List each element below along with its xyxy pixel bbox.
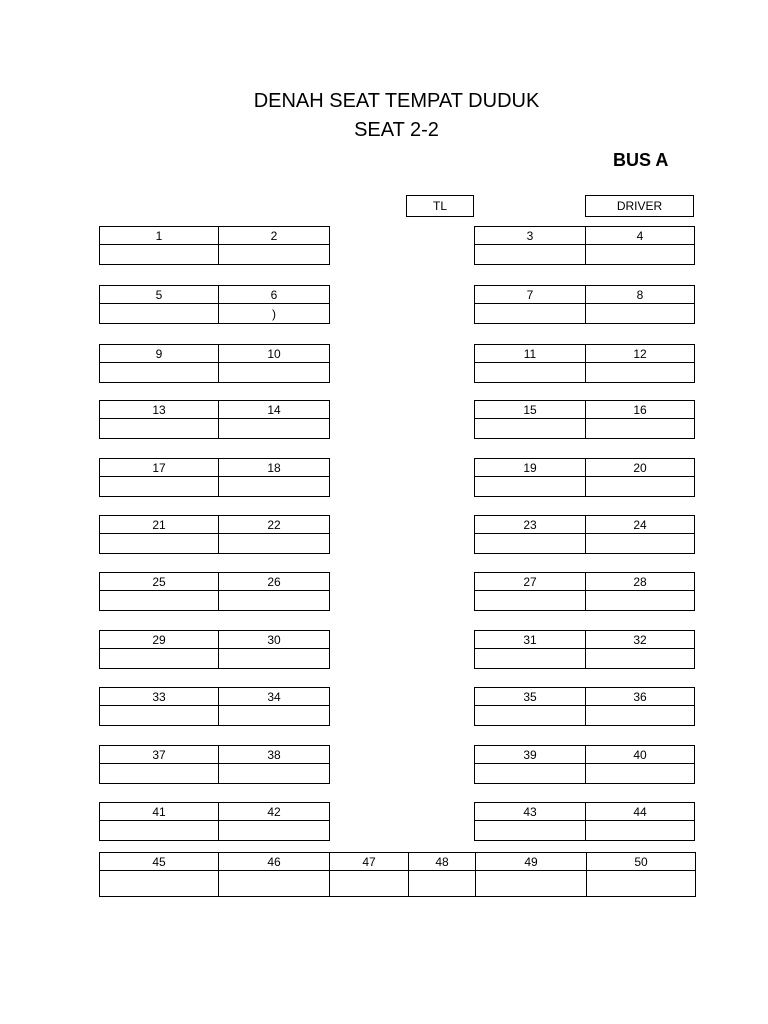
back-row (99, 852, 696, 897)
seat-name-cell[interactable] (100, 534, 219, 554)
seat-number: 37 (100, 746, 219, 764)
seat-number: 12 (586, 345, 695, 363)
seat-name-cell[interactable] (586, 245, 695, 265)
seat-number: 31 (475, 631, 586, 649)
seat-number: 13 (100, 401, 219, 419)
seat-name-cell[interactable] (100, 764, 219, 784)
seat-name-cell[interactable] (475, 764, 586, 784)
seat-name-cell[interactable] (475, 245, 586, 265)
seat-name-cell[interactable] (475, 304, 586, 324)
seat-name-cell[interactable] (219, 245, 330, 265)
seat-number: 38 (219, 746, 330, 764)
seat-name-cell[interactable] (586, 477, 695, 497)
seat-name-cell[interactable] (586, 706, 695, 726)
seat-number: 19 (475, 459, 586, 477)
seat-name-cell[interactable] (587, 871, 696, 897)
seat-pair-right (474, 687, 695, 726)
seat-number: 41 (100, 803, 219, 821)
seat-number: 35 (475, 688, 586, 706)
seat-number: 25 (100, 573, 219, 591)
seat-pair-left (99, 515, 330, 554)
seat-number: 23 (475, 516, 586, 534)
seat-number: 3 (475, 227, 586, 245)
seat-name-cell[interactable] (100, 591, 219, 611)
seat-name-cell[interactable] (219, 821, 330, 841)
seat-number: 48 (409, 853, 476, 871)
driver-seat: DRIVER (585, 195, 694, 217)
seat-name-cell[interactable] (586, 363, 695, 383)
seat-name-cell[interactable] (100, 649, 219, 669)
seat-number: 21 (100, 516, 219, 534)
seat-name-cell[interactable] (219, 477, 330, 497)
seat-name-cell[interactable] (100, 363, 219, 383)
seat-number: 5 (100, 286, 219, 304)
seat-number: 16 (586, 401, 695, 419)
seat-name-cell[interactable] (586, 591, 695, 611)
seat-number: 10 (219, 345, 330, 363)
seat-number: 29 (100, 631, 219, 649)
seat-pair-right (474, 458, 695, 497)
seat-name-cell[interactable] (100, 821, 219, 841)
seat-name-cell[interactable] (475, 534, 586, 554)
seat-number: 1 (100, 227, 219, 245)
seat-number: 27 (475, 573, 586, 591)
seat-number: 8 (586, 286, 695, 304)
seat-number: 33 (100, 688, 219, 706)
seat-number: 7 (475, 286, 586, 304)
seat-pair-right (474, 515, 695, 554)
seat-name-cell[interactable] (586, 649, 695, 669)
seat-number: 17 (100, 459, 219, 477)
seat-name-cell[interactable] (219, 706, 330, 726)
seat-name-cell[interactable] (100, 419, 219, 439)
seat-number: 18 (219, 459, 330, 477)
seat-name-cell[interactable] (100, 871, 219, 897)
seat-number: 4 (586, 227, 695, 245)
seat-name-cell[interactable] (475, 363, 586, 383)
seat-name-cell[interactable] (219, 871, 330, 897)
seat-pair-left (99, 802, 330, 841)
seat-name-cell[interactable] (586, 419, 695, 439)
seat-name-cell[interactable] (586, 534, 695, 554)
seat-name-cell[interactable] (219, 534, 330, 554)
seat-name-cell[interactable]: ) (219, 304, 330, 324)
seat-number: 47 (330, 853, 409, 871)
seat-number: 39 (475, 746, 586, 764)
seat-number: 34 (219, 688, 330, 706)
seat-pair-right (474, 226, 695, 265)
seat-number: 28 (586, 573, 695, 591)
page-subtitle: SEAT 2-2 (354, 119, 439, 141)
seat-number: 45 (100, 853, 219, 871)
seat-name-cell[interactable] (100, 304, 219, 324)
seat-number: 26 (219, 573, 330, 591)
seat-number: 9 (100, 345, 219, 363)
page-title: DENAH SEAT TEMPAT DUDUK (253, 90, 540, 112)
seat-pair-left (99, 687, 330, 726)
seat-pair-right (474, 572, 695, 611)
seat-number: 15 (475, 401, 586, 419)
seat-pair-right (474, 802, 695, 841)
seat-name-cell[interactable] (219, 363, 330, 383)
seat-pair-right (474, 400, 695, 439)
seat-name-cell[interactable] (586, 821, 695, 841)
seat-number: 24 (586, 516, 695, 534)
seat-name-cell[interactable] (475, 419, 586, 439)
seat-name-cell[interactable] (475, 821, 586, 841)
seat-name-cell[interactable] (586, 304, 695, 324)
seat-name-cell[interactable] (476, 871, 587, 897)
tl-seat: TL (406, 195, 474, 217)
seat-number: 40 (586, 746, 695, 764)
seat-number: 11 (475, 345, 586, 363)
seat-name-cell[interactable] (586, 764, 695, 784)
seat-name-cell[interactable] (100, 245, 219, 265)
seat-number: 2 (219, 227, 330, 245)
seat-pair-left (99, 285, 330, 324)
seat-pair-right (474, 285, 695, 324)
seat-number: 44 (586, 803, 695, 821)
seat-name-cell[interactable] (219, 591, 330, 611)
seat-pair-right (474, 745, 695, 784)
seat-pair-left (99, 400, 330, 439)
seat-pair-left (99, 458, 330, 497)
seat-number: 22 (219, 516, 330, 534)
seat-pair-left (99, 745, 330, 784)
seat-name-cell[interactable] (475, 477, 586, 497)
seat-number: 20 (586, 459, 695, 477)
seat-name-cell[interactable] (475, 706, 586, 726)
seat-name-cell[interactable] (100, 706, 219, 726)
seat-number: 30 (219, 631, 330, 649)
seat-number: 6 (219, 286, 330, 304)
seat-pair-left (99, 344, 330, 383)
seat-pair-right (474, 344, 695, 383)
seat-number: 42 (219, 803, 330, 821)
seat-number: 36 (586, 688, 695, 706)
seat-name-cell[interactable] (219, 419, 330, 439)
seat-number: 32 (586, 631, 695, 649)
seat-number: 49 (476, 853, 587, 871)
seat-name-cell[interactable] (475, 591, 586, 611)
seat-name-cell[interactable] (219, 649, 330, 669)
seat-number: 43 (475, 803, 586, 821)
seat-name-cell[interactable] (475, 649, 586, 669)
seat-number: 50 (587, 853, 696, 871)
seat-pair-right (474, 630, 695, 669)
seat-number: 14 (219, 401, 330, 419)
seat-name-cell[interactable] (409, 871, 476, 897)
seat-name-cell[interactable] (100, 477, 219, 497)
seat-pair-left (99, 630, 330, 669)
seat-name-cell[interactable] (219, 764, 330, 784)
seat-pair-left (99, 226, 330, 265)
bus-label: BUS A (613, 150, 669, 170)
seat-number: 46 (219, 853, 330, 871)
seat-pair-left (99, 572, 330, 611)
seat-name-cell[interactable] (330, 871, 409, 897)
